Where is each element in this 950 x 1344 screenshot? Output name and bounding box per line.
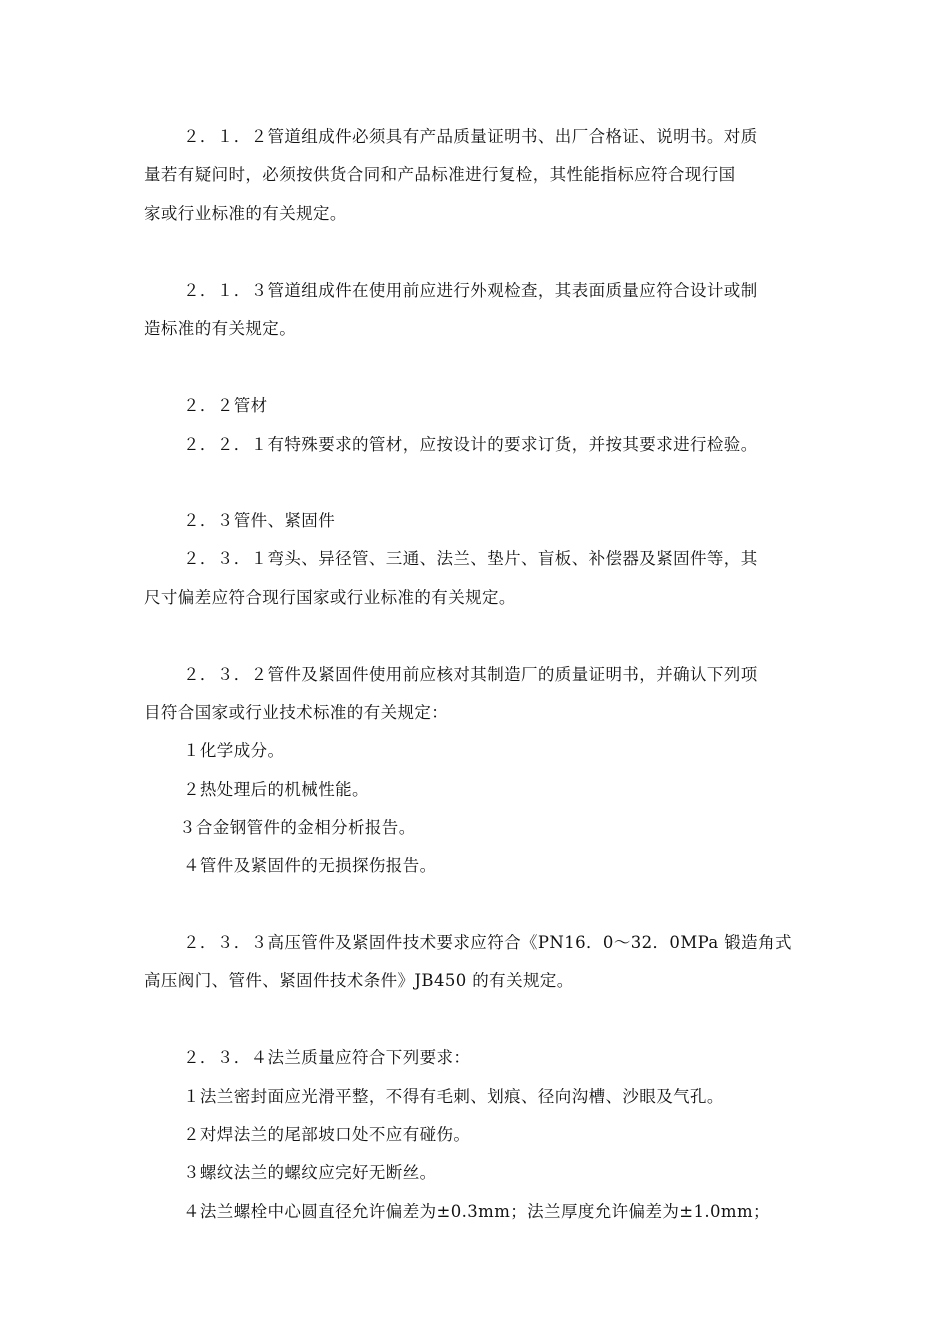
paragraph-2-1-3-line-1: ２．１．３管道组成件在使用前应进行外观检查，其表面质量应符合设计或制 xyxy=(183,281,758,300)
list-item-weld-neck: ２对焊法兰的尾部坡口处不应有碰伤。 xyxy=(183,1125,471,1144)
list-item-metallographic: ３合金钢管件的金相分析报告。 xyxy=(179,818,416,837)
paragraph-2-3-2-line-2: 目符合国家或行业技术标准的有关规定： xyxy=(144,703,449,722)
list-item-seal-face: １法兰密封面应光滑平整，不得有毛刺、划痕、径向沟槽、沙眼及气孔。 xyxy=(183,1087,724,1106)
section-heading-2-2: ２．２管材 xyxy=(183,396,268,415)
list-item-ndt: ４管件及紧固件的无损探伤报告。 xyxy=(183,856,437,875)
paragraph-2-1-3-line-2: 造标准的有关规定。 xyxy=(144,319,297,338)
paragraph-2-3-3-line-1: ２．３．３高压管件及紧固件技术要求应符合《PN16．0～32．0MPa 锻造角式 xyxy=(183,933,792,952)
paragraph-2-2-1: ２．２．１有特殊要求的管材，应按设计的要求订货，并按其要求进行检验。 xyxy=(183,435,758,454)
list-item-tolerance: ４法兰螺栓中心圆直径允许偏差为±0.3mm；法兰厚度允许偏差为±1.0mm； xyxy=(183,1202,770,1221)
list-item-chemical: １化学成分。 xyxy=(183,741,285,760)
paragraph-2-3-3-line-2: 高压阀门、管件、紧固件技术条件》JB450 的有关规定。 xyxy=(144,971,574,990)
paragraph-2-3-1-line-2: 尺寸偏差应符合现行国家或行业标准的有关规定。 xyxy=(144,588,516,607)
section-heading-2-3: ２．３管件、紧固件 xyxy=(183,511,336,530)
paragraph-2-1-2-line-1: ２．１．２管道组成件必须具有产品质量证明书、出厂合格证、说明书。对质 xyxy=(183,127,758,146)
paragraph-2-3-2-line-1: ２．３．２管件及紧固件使用前应核对其制造厂的质量证明书，并确认下列项 xyxy=(183,665,758,684)
paragraph-2-1-2-line-2: 量若有疑问时，必须按供货合同和产品标准进行复检，其性能指标应符合现行国 xyxy=(144,165,736,184)
paragraph-2-3-4: ２．３．４法兰质量应符合下列要求： xyxy=(183,1048,471,1067)
paragraph-2-3-1-line-1: ２．３．１弯头、异径管、三通、法兰、垫片、盲板、补偿器及紧固件等，其 xyxy=(183,549,758,568)
list-item-threaded: ３螺纹法兰的螺纹应完好无断丝。 xyxy=(183,1163,437,1182)
list-item-mechanical: ２热处理后的机械性能。 xyxy=(183,780,369,799)
paragraph-2-1-2-line-3: 家或行业标准的有关规定。 xyxy=(144,204,347,223)
